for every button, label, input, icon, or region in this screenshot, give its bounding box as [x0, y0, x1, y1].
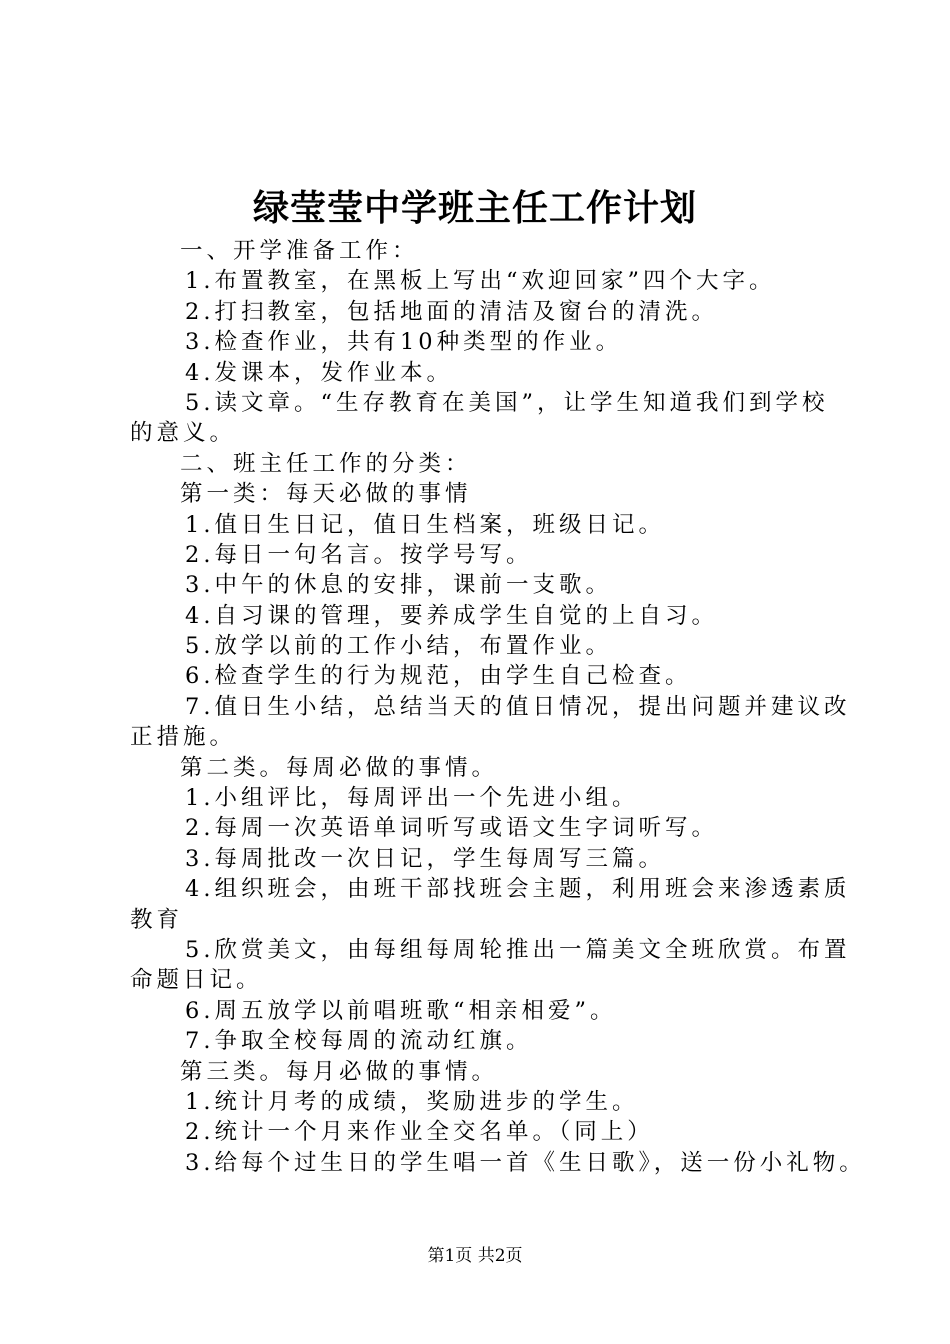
text-line: 5.欣赏美文，由每组每周轮推出一篇美文全班欣赏。布置 [185, 936, 851, 963]
text-line: 一、开学准备工作： [180, 238, 419, 264]
text-line: 正措施。 [130, 724, 237, 751]
text-line: 5.读文章。“生存教育在美国”，让学生知道我们到学校 [185, 389, 829, 416]
text-line: 2.打扫教室，包括地面的清洁及窗台的清洗。 [185, 298, 718, 325]
text-line: 第二类。每周必做的事情。 [180, 754, 499, 781]
text-line: 3.检查作业，共有10种类型的作业。 [185, 329, 623, 356]
text-line: 7.值日生小结，总结当天的值日情况，提出问题并建议改 [185, 693, 851, 720]
text-line: 7.争取全校每周的流动红旗。 [185, 1028, 533, 1055]
text-line: 3.每周批改一次日记，学生每周写三篇。 [185, 845, 665, 872]
text-line: 教育 [130, 906, 184, 933]
text-line: 2.每日一句名言。按学号写。 [185, 541, 533, 568]
text-line: 第一类：每天必做的事情 [180, 481, 472, 508]
text-line: 3.给每个过生日的学生唱一首《生日歌》，送一份小礼物。 [185, 1149, 866, 1176]
text-line: 1.统计月考的成绩，奖励进步的学生。 [185, 1088, 639, 1115]
document-body [130, 236, 866, 1178]
text-line: 第三类。每月必做的事情。 [180, 1058, 499, 1085]
text-line: 3.中午的休息的安排，课前一支歌。 [185, 572, 612, 599]
text-line: 4.发课本，发作业本。 [185, 359, 453, 386]
document-title: 绿莹莹中学班主任工作计划 [252, 187, 697, 229]
text-line: 命题日记。 [130, 967, 263, 994]
text-line: 2.统计一个月来作业全交名单。（同上） [185, 1119, 654, 1146]
text-line: 的意义。 [130, 420, 237, 447]
text-line: 5.放学以前的工作小结，布置作业。 [185, 633, 612, 660]
text-line: 4.自习课的管理，要养成学生自觉的上自习。 [185, 602, 718, 629]
text-line: 1.布置教室，在黑板上写出“欢迎回家”四个大字。 [185, 268, 776, 295]
text-line: 二、班主任工作的分类： [180, 450, 472, 477]
text-line: 6.检查学生的行为规范，由学生自己检查。 [185, 663, 692, 690]
text-line: 6.周五放学以前唱班歌“相亲相爱”。 [185, 997, 617, 1024]
page-footer: 第1页 共2页 [427, 1246, 523, 1266]
text-line: 4.组织班会，由班干部找班会主题，利用班会来渗透素质 [185, 876, 851, 903]
text-line: 2.每周一次英语单词听写或语文生字词听写。 [185, 815, 718, 842]
text-line: 1.小组评比，每周评出一个先进小组。 [185, 785, 639, 812]
text-line: 1.值日生日记，值日生档案，班级日记。 [185, 511, 665, 538]
